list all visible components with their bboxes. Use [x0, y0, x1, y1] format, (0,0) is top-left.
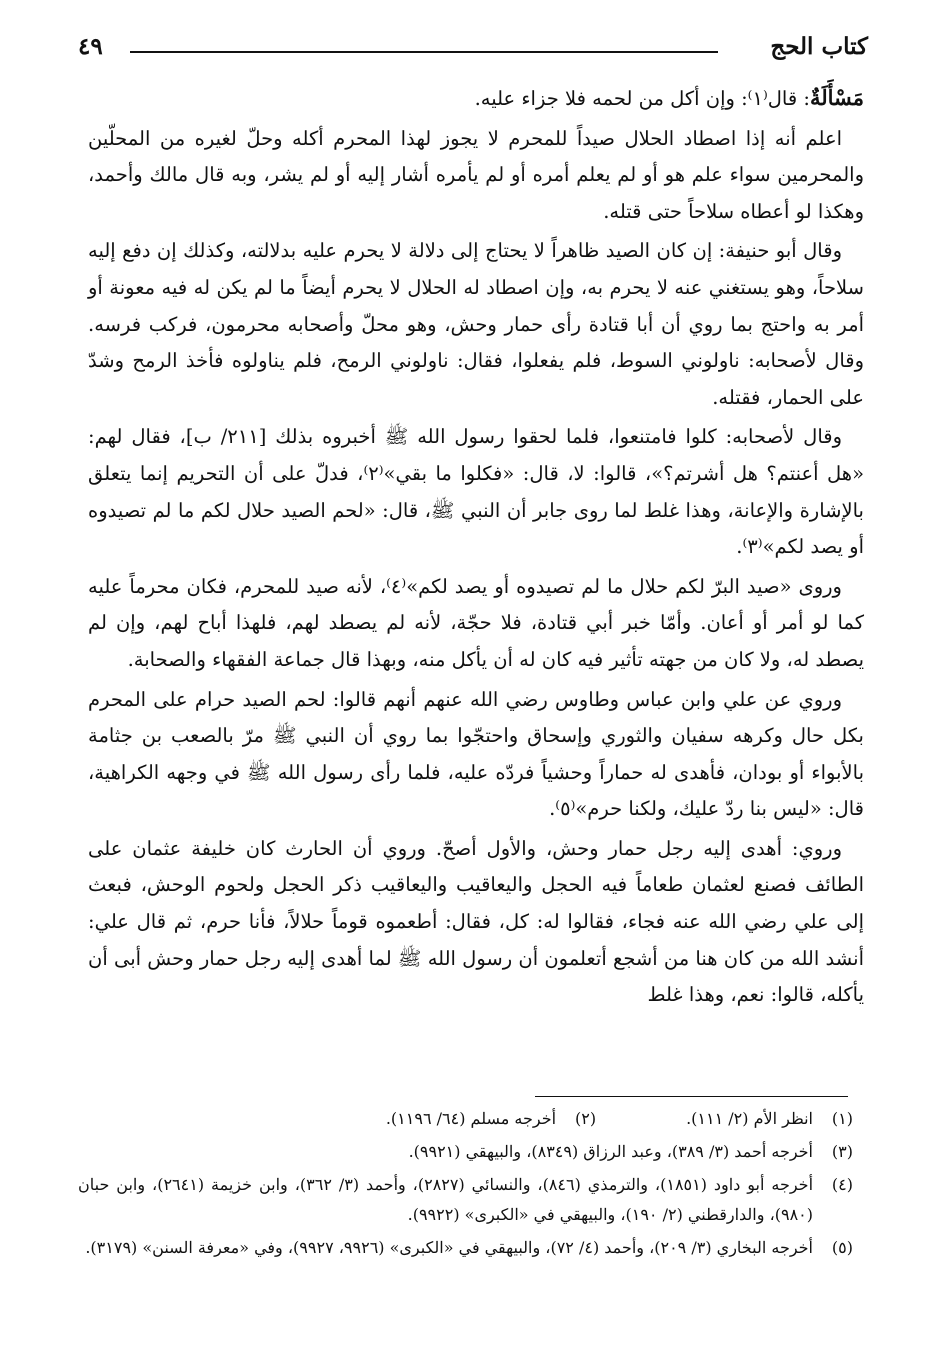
footnote-number: (٢): [574, 1109, 597, 1128]
paragraph: وقال أبو حنيفة: إن كان الصيد ظاهراً لا يحتاج إلى دلالة لا يحرم عليه بدلالته، وكذلك إن دفع إليه سلاحاً، وهو يستغني عنه لا يحرم به، وإن اصطاد له الحلال لا يحرم أيضاً ما لم يكن له فيه معونة أو أمر به واحتج بما روي أن أبا قتادة رأى حمار وحش، وهو محلّ وأصحابه محرمون، فركب فرسه. وقال لأصحابه: ناولوني السوط، فلم يفعلوا، فقال: ناولوني الرمح، فلم يناولوه فأخذ الرمح وشدّ على الحمار، فقتله.: [88, 239, 864, 409]
footnote-text: أخرجه أحمد (٣/ ٣٨٩)، وعبد الرزاق (٨٣٤٩)، والبيهقي (٩٩٢١).: [408, 1142, 813, 1161]
masala-text: : قال⁽١⁾: وإن أكل من لحمه فلا جزاء عليه.: [474, 87, 810, 110]
footnote: [78, 1137, 853, 1167]
footnote-number: (٣): [831, 1142, 853, 1161]
main-text: [88, 80, 864, 1017]
paragraph: وقال لأصحابه: كلوا فامتنعوا، فلما لحقوا رسول الله ﷺ أخبروه بذلك [٢١١/ ب]، فقال لهم: «هل أعنتم؟ هل أشرتم؟»، قالوا: لا، قال: «فكلوا ما بقي»⁽٢⁾، فدلّ على أن التحريم إنما يتعلق بالإشارة والإعانة، وهذا غلط لما روى جابر أن النبي ﷺ، قال: «لحم الصيد حلال لكم ما لم تصيدوه أو يصد لكم»⁽٣⁾.: [88, 425, 865, 559]
footnote-number: (١): [831, 1109, 853, 1128]
paragraph: وروى «صيد البرّ لكم حلال ما لم تصيدوه أو يصد لكم»⁽٤⁾، لأنه صيد للمحرم، فكان محرماً عليه كما لو أمر أو أعان. وأمّا خبر أبي قتادة، فلا حجّة، لأنه لم يصطد لهم، فلهذا أباح لهم، وإن لم يصطد له، ولا كان من جهته تأثير فيه كان له أن يأكل منه، وبهذا قال جماعة الفقهاء والصحابة.: [88, 574, 864, 671]
footnote-row: [78, 1104, 853, 1134]
footnote-number: (٤): [831, 1175, 853, 1194]
paragraph: اعلم أنه إذا اصطاد الحلال صيداً للمحرم لا يجوز لهذا المحرم أكله وحلّ لغيره من المحلّين والمحرمين سواء علم هو أو لم يعلم أمره أو لم يأمره أشار إليه أو لم يشر، وبه قال مالك وأحمد، وهكذا لو أعطاه سلاحاً حتى قتله.: [88, 126, 864, 223]
footnotes: [78, 1104, 853, 1263]
chapter-title: كتاب الحج: [770, 33, 868, 60]
page-number: ٤٩: [78, 33, 103, 60]
masala-label: مَسْأَلَةٌ: [809, 85, 864, 110]
footnote-text: أخرجه أبو داود (١٨٥١)، والترمذي (٨٤٦)، والنسائي (٢٨٢٧)، وأحمد (٣/ ٣٦٢)، وابن خزيمة (٢٦٤١)، وابن حبان (٩٨٠)، والدارقطني (٢/ ١٩٠)، والبيهقي في «الكبرى» (٩٩٢٢).: [78, 1175, 814, 1224]
footnote: [78, 1233, 853, 1263]
footnote: [78, 1170, 853, 1230]
running-header: [78, 32, 868, 66]
footnote-rule: [535, 1096, 848, 1097]
header-rule: [130, 51, 718, 53]
footnote-text: انظر الأم (٢/ ١١١).: [686, 1109, 813, 1128]
paragraph: وروي عن علي وابن عباس وطاوس رضي الله عنهم أنهم قالوا: لحم الصيد حرام على المحرم بكل حال وكرهه سفيان والثوري وإسحاق واحتجّوا بما روي أن النبي ﷺ مرّ بالصعب بن جثامة بالأبواء أو بودان، فأهدى له حماراً وحشياً فردّه عليه، فلما رأى رسول الله ﷺ في وجهه الكراهية، قال: «ليس بنا ردّ عليك، ولكنا حرم»⁽٥⁾.: [88, 687, 864, 821]
footnote-text: أخرجه البخاري (٣/ ٢٠٩)، وأحمد (٤/ ٧٢)، والبيهقي في «الكبرى» (٩٩٢٦، ٩٩٢٧)، وفي «معرفة السنن» (٣١٧٩).: [85, 1238, 813, 1257]
footnote-text: أخرجه مسلم (٦٤/ ١١٩٦).: [385, 1109, 557, 1128]
footnote: [686, 1104, 853, 1134]
paragraph: وروي: أهدى إليه رجل حمار وحش، والأول أصحّ. وروي أن الحارث كان خليفة عثمان على الطائف فصنع لعثمان طعاماً فيه الحجل واليعاقيب واليعاقيب ذكر الحجل ولحوم الوحش، فبعث إلى علي رضي الله عنه فجاء، فقالوا له: كل، فقال: أطعموه قوماً حلالاً، فأنا حرم، ثم قال علي: أنشد الله من كان هنا من أشجع أتعلمون أن رسول الله ﷺ لما أهدى إليه رجل حمار وحش أبى أن يأكله، قالوا: نعم، وهذا غلط: [88, 836, 864, 1007]
footnote: [386, 1104, 596, 1134]
masala-heading: [88, 80, 864, 118]
footnote-number: (٥): [831, 1238, 853, 1257]
